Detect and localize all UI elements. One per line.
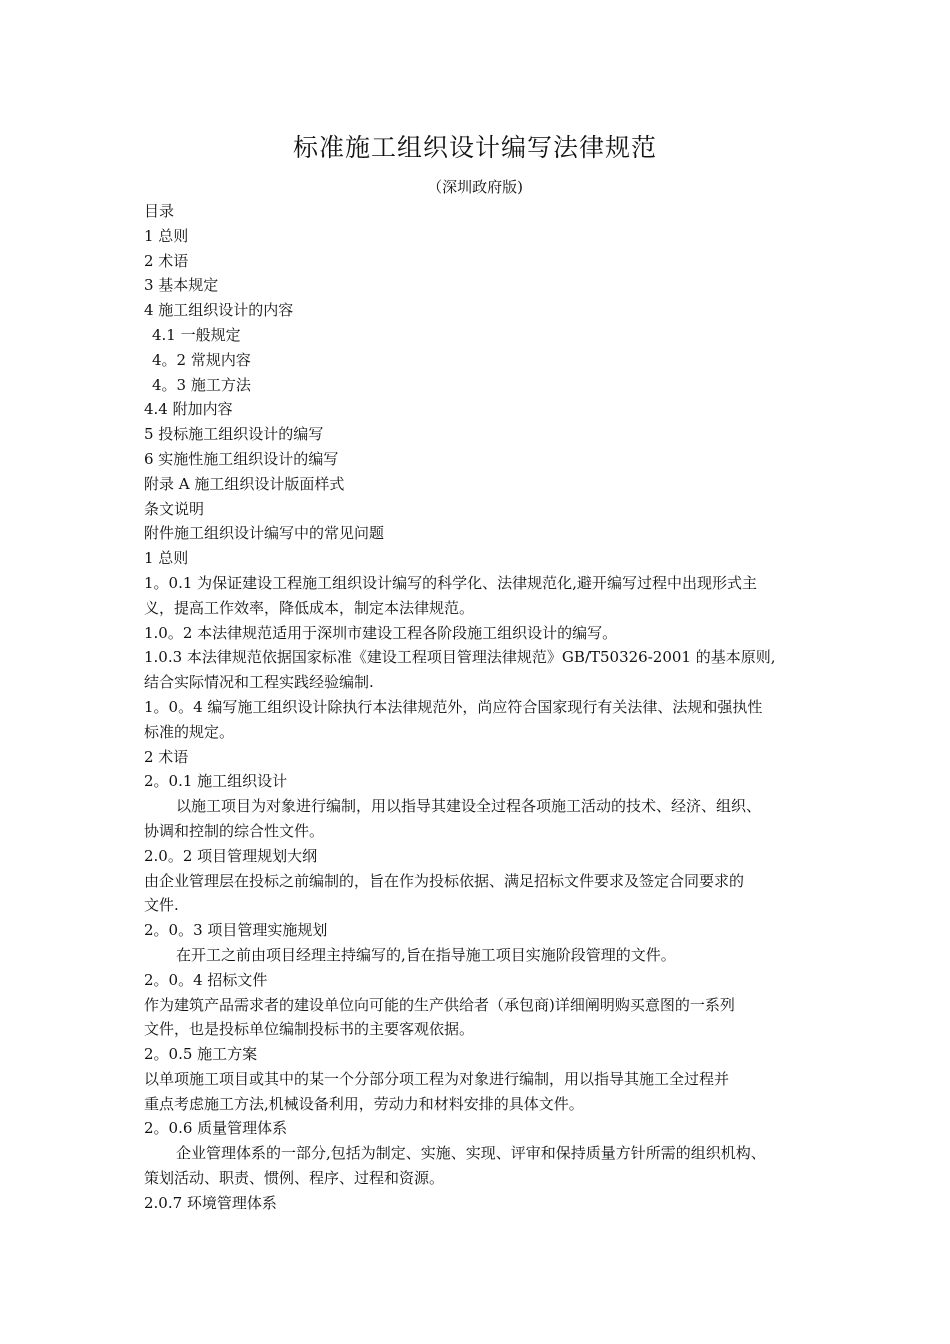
term-heading: 2。0.6 质量管理体系 <box>144 1119 288 1138</box>
toc-item: 1 总则 <box>144 226 189 245</box>
term-heading: 2。0.1 施工组织设计 <box>144 772 288 791</box>
term-heading: 2。0.5 施工方案 <box>144 1045 258 1064</box>
paragraph-line: 策划活动、职责、惯例、程序、过程和资源。 <box>144 1169 445 1188</box>
paragraph-line: 企业管理体系的一部分,包括为制定、实施、实现、评审和保持质量方针所需的组织机构、 <box>176 1144 766 1163</box>
paragraph-line: 文件. <box>144 896 179 915</box>
paragraph-line: 作为建筑产品需求者的建设单位向可能的生产供给者（承包商)详细阐明购买意图的一系列 <box>144 995 735 1014</box>
toc-heading: 目录 <box>144 202 175 220</box>
paragraph-line: 1。0.1 为保证建设工程施工组织设计编写的科学化、法律规范化,避开编写过程中出现形式主 <box>144 573 757 592</box>
toc-item: 5 投标施工组织设计的编写 <box>144 425 324 444</box>
document-subtitle: （深圳政府版) <box>427 178 523 196</box>
toc-item: 2 术语 <box>144 251 189 270</box>
paragraph-line: 协调和控制的综合性文件。 <box>144 821 325 840</box>
paragraph-line: 以单项施工项目或其中的某一个分部分项工程为对象进行编制，用以指导其施工全过程并 <box>144 1069 730 1088</box>
section-heading: 2 术语 <box>144 747 189 766</box>
term-heading: 2。0。3 项目管理实施规划 <box>144 921 328 940</box>
toc-item: 3 基本规定 <box>144 276 219 295</box>
paragraph-line: 义，提高工作效率，降低成本，制定本法律规范。 <box>144 598 475 617</box>
toc-item: 6 实施性施工组织设计的编写 <box>144 449 339 468</box>
toc-item: 4 施工组织设计的内容 <box>144 301 294 320</box>
document-title: 标准施工组织设计编写法律规范 <box>292 133 657 162</box>
toc-item: 4.4 附加内容 <box>144 400 233 419</box>
toc-subitem: 4。3 施工方法 <box>152 375 251 394</box>
toc-subitem: 4.1 一般规定 <box>152 325 241 344</box>
paragraph-line: 1。0。4 编写施工组织设计除执行本法律规范外，尚应符合国家现行有关法律、法规和强执性 <box>144 697 763 716</box>
term-heading: 2.0.7 环境管理体系 <box>144 1193 277 1212</box>
section-heading: 1 总则 <box>144 549 189 568</box>
document-body <box>144 199 814 1216</box>
toc-item: 附录 A 施工组织设计版面样式 <box>144 474 345 493</box>
paragraph-line: 由企业管理层在投标之前编制的，旨在作为投标依据、满足招标文件要求及签定合同要求的 <box>144 871 745 890</box>
term-heading: 2。0。4 招标文件 <box>144 970 268 989</box>
paragraph-line: 以施工项目为对象进行编制，用以指导其建设全过程各项施工活动的技术、经济、组织、 <box>176 797 762 816</box>
paragraph-line: 1.0。2 本法律规范适用于深圳市建设工程各阶段施工组织设计的编写。 <box>144 623 618 642</box>
toc-item: 附件施工组织设计编写中的常见问题 <box>144 524 385 543</box>
toc-item: 条文说明 <box>144 499 205 518</box>
paragraph-line: 文件，也是投标单位编制投标书的主要客观依据。 <box>144 1020 475 1039</box>
paragraph-line: 结合实际情况和工程实践经验编制. <box>144 673 374 692</box>
term-heading: 2.0。2 项目管理规划大纲 <box>144 846 318 865</box>
paragraph-line: 1.0.3 本法律规范依据国家标准《建设工程项目管理法律规范》GB/T50326-2001 的基本原则, <box>144 648 776 667</box>
paragraph-line: 在开工之前由项目经理主持编写的,旨在指导施工项目实施阶段管理的文件。 <box>176 945 676 964</box>
toc-subitem: 4。2 常规内容 <box>152 350 251 369</box>
paragraph-line: 重点考虑施工方法,机械设备利用，劳动力和材料安排的具体文件。 <box>144 1094 584 1113</box>
paragraph-line: 标准的规定。 <box>144 722 235 741</box>
